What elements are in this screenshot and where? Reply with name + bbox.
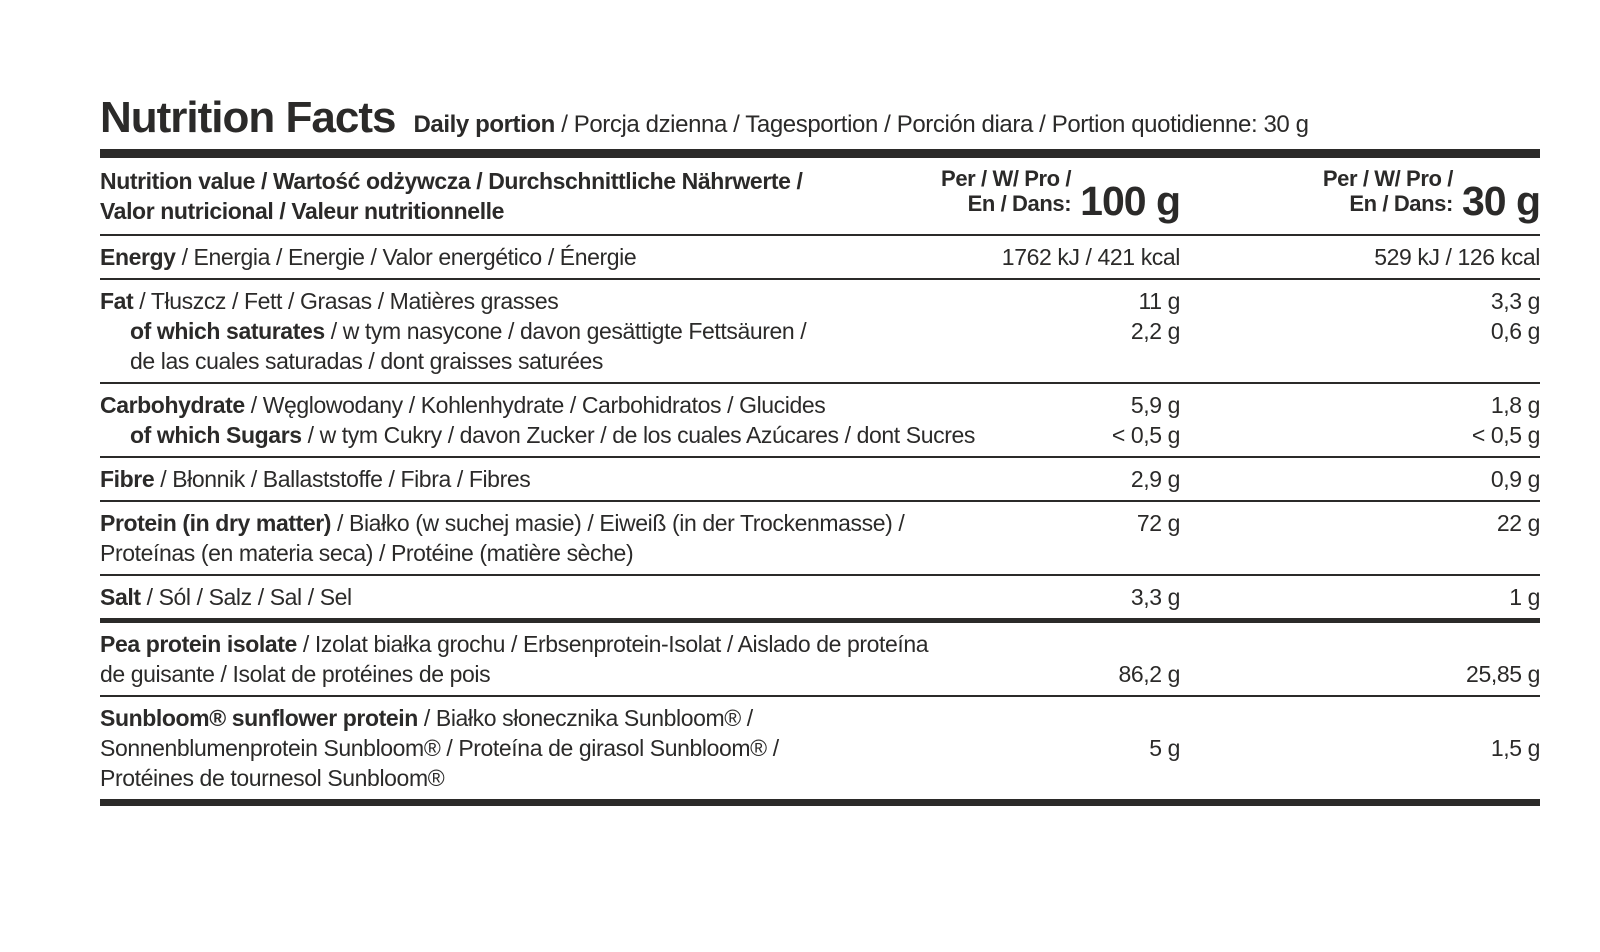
protein-label-line1 [100,508,945,538]
salt-label-translations: / Sól / Salz / Sal / Sel [140,584,352,610]
sunbloom-label-line1 [100,703,945,733]
fat-label-bold: Fat [100,288,134,314]
per-100-prefix-line2: En / Dans: [967,191,1072,216]
sunbloom-label-line3: Protéines de tournesol Sunbloom® [100,765,445,791]
energy-value-30g: 529 kJ / 126 kcal [1374,244,1540,270]
fibre-label [100,464,945,494]
sunbloom-label-bold: Sunbloom® sunflower protein [100,705,418,731]
carbohydrate-label-bold: Carbohydrate [100,392,245,418]
energy-label [100,242,945,272]
protein-label-translations: / Białko (w suchej masie) / Eiweiß (in der Trockenmasse) / [331,510,905,536]
salt-label [100,582,945,612]
pea-protein-value-100g: 86,2 g [1118,661,1180,687]
saturates-value-100g: 2,2 g [1130,318,1180,344]
pea-protein-value-30g: 25,85 g [1466,661,1540,687]
per-30-amount: 30 g [1461,178,1540,224]
pea-protein-label-line2: de guisante / Isolat de protéines de pois [100,661,491,687]
table-row-energy [100,236,1540,278]
saturates-label-line2: de las cuales saturadas / dont graisses saturées [130,348,604,374]
carbohydrate-label [100,390,945,420]
header-per-30g [1180,166,1540,226]
table-row-sunbloom-protein [100,697,1540,799]
fat-value-30g: 3,3 g [1490,288,1540,314]
sugars-label-bold: of which Sugars [130,422,302,448]
salt-value-30g: 1 g [1509,584,1540,610]
carbohydrate-value-30g: 1,8 g [1490,392,1540,418]
title-divider [100,149,1540,158]
sugars-value-100g: < 0,5 g [1111,422,1180,448]
header-nutrition-value [100,166,945,226]
saturates-label-translations: / w tym nasycone / davon gesättigte Fettsäuren / [324,318,807,344]
protein-label-bold: Protein (in dry matter) [100,510,332,536]
salt-value-100g: 3,3 g [1130,584,1180,610]
label-header [100,93,1540,142]
sunbloom-value-30g: 1,5 g [1490,735,1540,761]
protein-value-100g: 72 g [1136,510,1180,536]
daily-portion-translations: / Porcja dzienna / Tagesportion / Porción diara / Portion quotidienne: 30 g [554,111,1309,138]
fibre-label-bold: Fibre [100,466,155,492]
header-nutrition-value-line1: Nutrition value / Wartość odżywcza / Durchschnittliche Nährwerte / [100,168,803,194]
sunbloom-label-line2: Sonnenblumenprotein Sunbloom® / Proteína de girasol Sunbloom® / [100,735,779,761]
fibre-value-30g: 0,9 g [1490,466,1540,492]
energy-label-bold: Energy [100,244,176,270]
table-row-protein [100,502,1540,574]
pea-protein-label-bold: Pea protein isolate [100,631,297,657]
saturates-value-30g: 0,6 g [1490,318,1540,344]
sugars-label [100,420,975,450]
header-per-100g [941,166,1180,226]
sunbloom-value-100g: 5 g [1149,735,1180,761]
pea-protein-label-translations: / Izolat białka grochu / Erbsenprotein-Isolat / Aislado de proteína [296,631,929,657]
per-30-prefix-line1: Per / W/ Pro / [1322,166,1453,191]
fat-label-translations: / Tłuszcz / Fett / Grasas / Matières grasses [133,288,559,314]
energy-value-100g: 1762 kJ / 421 kcal [1001,244,1180,270]
table-row-fibre [100,458,1540,500]
per-30-prefix-line2: En / Dans: [1349,191,1453,216]
pea-protein-label-line1 [100,629,945,659]
energy-label-translations: / Energia / Energie / Valor energético / Énergie [175,244,637,270]
per-100-amount: 100 g [1080,178,1180,224]
daily-portion-subtitle [413,111,1308,139]
fibre-value-100g: 2,9 g [1130,466,1180,492]
per-100-prefix [941,166,1071,216]
table-header-row [100,158,1540,234]
per-100-prefix-line1: Per / W/ Pro / [941,166,1072,191]
daily-portion-bold: Daily portion [413,111,555,138]
fat-value-100g: 11 g [1138,288,1180,314]
carbohydrate-value-100g: 5,9 g [1130,392,1180,418]
bottom-divider [100,799,1540,806]
table-row-pea-protein [100,623,1540,695]
header-nutrition-value-line2: Valor nutricional / Valeur nutritionnelle [100,198,505,224]
table-row-salt [100,576,1540,618]
carbohydrate-label-translations: / Węglowodany / Kohlenhydrate / Carbohidratos / Glucides [244,392,826,418]
saturates-label-bold: of which saturates [130,318,325,344]
per-30-prefix [1323,166,1453,216]
salt-label-bold: Salt [100,584,141,610]
protein-label-line2: Proteínas (en materia seca) / Protéine (matière sèche) [100,540,634,566]
page-title: Nutrition Facts [100,93,396,142]
fibre-label-translations: / Błonnik / Ballaststoffe / Fibra / Fibres [154,466,531,492]
fat-label [100,286,945,316]
sugars-label-translations: / w tym Cukry / davon Zucker / de los cuales Azúcares / dont Sucres [301,422,975,448]
sugars-value-30g: < 0,5 g [1471,422,1540,448]
nutrition-facts-label [100,93,1540,806]
protein-value-30g: 22 g [1496,510,1540,536]
table-row-carbohydrate [100,384,1540,456]
saturates-label-line1 [100,316,945,346]
table-row-fat [100,280,1540,382]
sunbloom-label-translations: / Białko słonecznika Sunbloom® / [417,705,753,731]
